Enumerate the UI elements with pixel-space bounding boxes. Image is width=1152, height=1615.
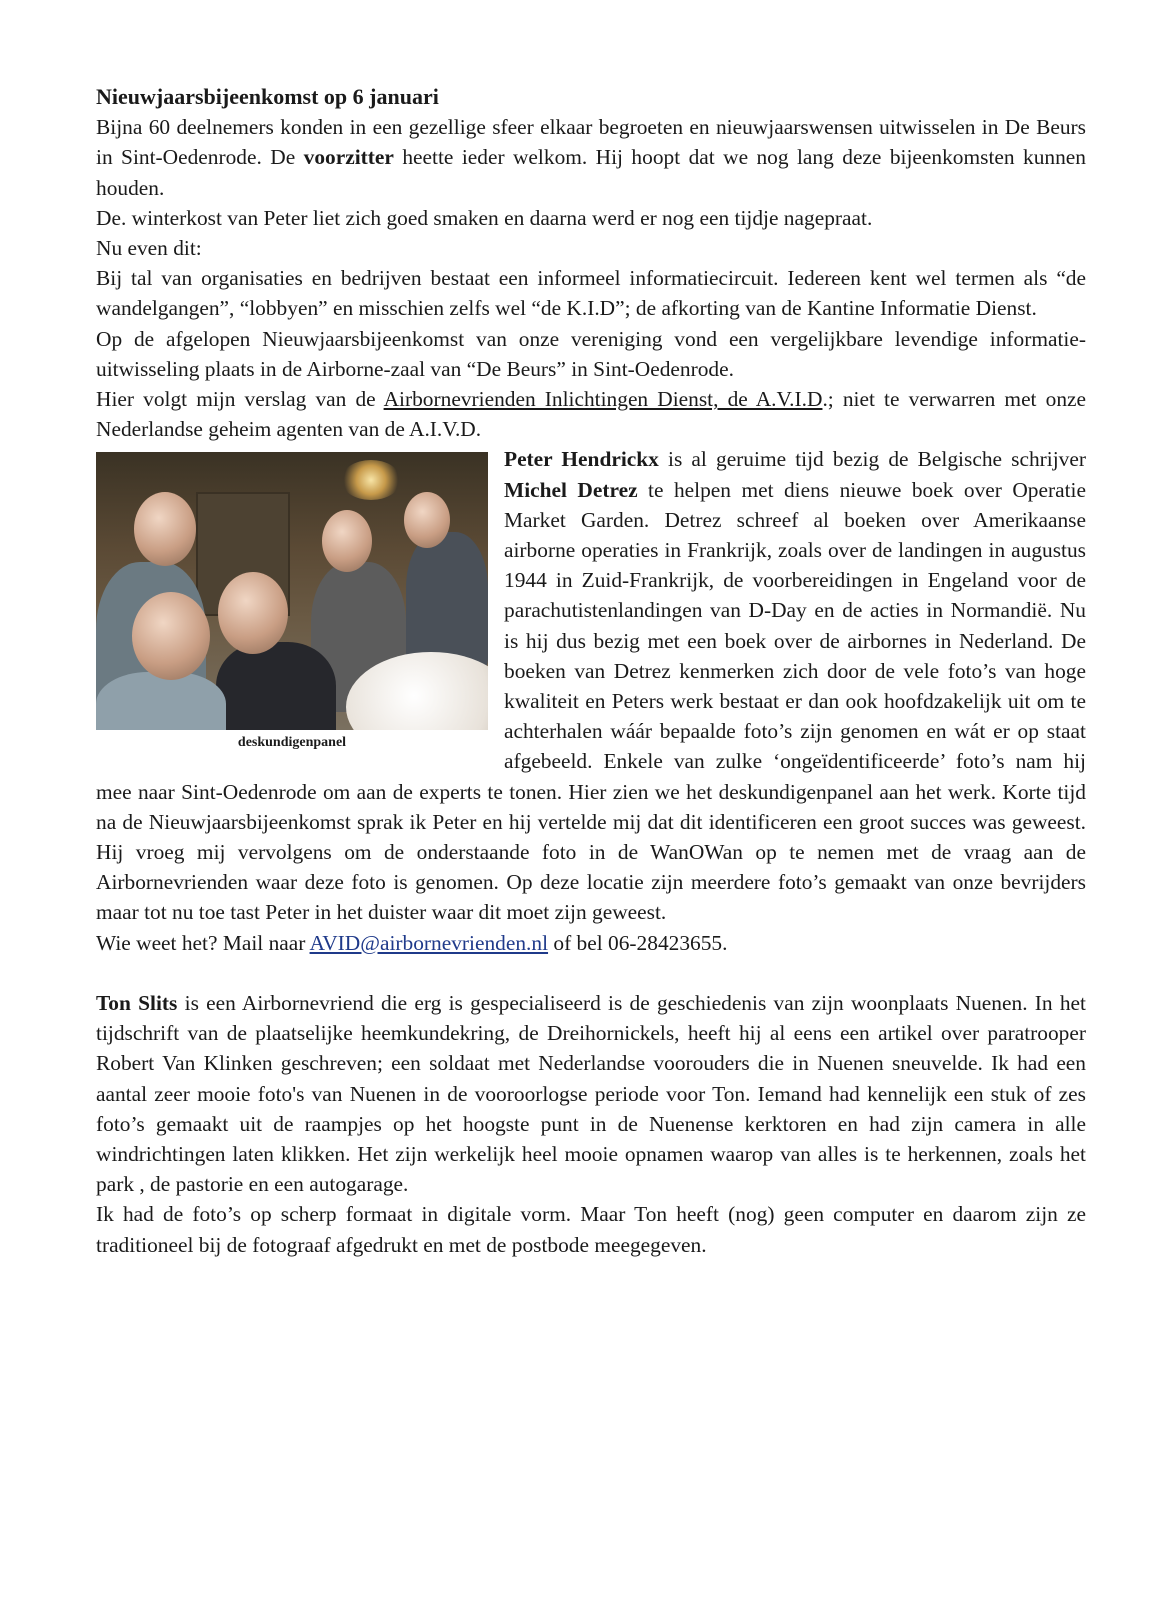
bold-michel-detrez: Michel Detrez — [504, 477, 638, 502]
paragraph-intro — [96, 112, 1086, 203]
photo-person — [218, 572, 288, 654]
text-span: Bijna 60 deelnemers konden in een gezellige sfeer elkaar begroeten en nieuwjaarswensen uitwisselen in De Beurs in Sint-Oedenrode. De — [96, 115, 1086, 170]
text-span: Hier volgt mijn verslag van de — [96, 387, 384, 412]
text-span: is al geruime tijd bezig de Belgische schrijver — [658, 447, 1086, 472]
photo-person — [132, 592, 210, 680]
paragraph-winterkost: De. winterkost van Peter liet zich goed smaken en daarna werd er nog een tijdje nagepraat. — [96, 205, 873, 230]
text-span: Wie weet het? Mail naar — [96, 930, 310, 955]
paragraph-contact — [96, 928, 1086, 958]
text-span: heette ieder welkom. Hij hoopt dat we nog lang deze bijeenkomsten kunnen houden. — [96, 145, 1086, 200]
bold-peter-hendrickx: Peter Hendrickx — [504, 447, 659, 472]
text-span: te helpen met diens nieuwe boek over Operatie Market Garden. Detrez schreef al boeken over Amerikaanse airborne operaties in Frankrijk, zoals over de landingen in augustus 1944 in Zuid-Frankrijk, de voorbereidingen in Engeland voor de parachutistenlandingen van D-Day en de acties in Normandië. Nu is hij dus bezig met een boek over de airbornes in Nederland. De boeken van Detrez kenmerken zich door de vele foto’s van hoge kwaliteit en Peters werk bestaat er dan ook hoofdzakelijk uit om te achterhalen wáár bepaalde foto’s zijn genomen en wát er op staat afgebeeld. Enkele van zulke ‘ongeïdentificeerde’ foto’s nam hij mee naar Sint-Oedenrode om aan de experts te tonen. Hier zien we het deskundigenpanel aan het werk. Korte tijd na de Nieuwjaarsbijeenkomst sprak ik Peter en hij vertelde mij dat dit identificeren een groot succes was geweest. Hij vroeg mij vervolgens om de onderstaande foto in de WanOWan op te nemen met de vraag aan de Airbornevrienden waar deze foto is genomen. Op deze locatie zijn meerdere foto’s gemaakt van onze bevrijders maar tot nu toe tast Peter in het duister waar dit moet zijn geweest. — [96, 477, 1086, 925]
photo-person — [134, 492, 196, 566]
paragraph-informatiecircuit: Bij tal van organisaties en bedrijven bestaat een informeel informatiecircuit. Iedereen kent wel termen als “de wandelgangen”, “lobbyen” en misschien zelfs wel “de K.I.D”; de afkorting van de Kantine Informatie Dienst. — [96, 266, 1086, 321]
paragraph-ton-slits — [96, 988, 1086, 1199]
bold-ton-slits: Ton Slits — [96, 990, 178, 1015]
avid-underlined: Airbornevrienden Inlichtingen Dienst, de A.V.I.D — [383, 387, 823, 412]
article-heading: Nieuwjaarsbijeenkomst op 6 januari — [96, 84, 439, 109]
photo-person — [96, 672, 226, 730]
expert-panel-photo — [96, 452, 488, 730]
paragraph-foto-formaat: Ik had de foto’s op scherp formaat in digitale vorm. Maar Ton heeft (nog) geen computer en daarom zijn ze traditioneel bij de fotograaf afgedrukt en met de postbode meegegeven. — [96, 1202, 1086, 1257]
photo-person — [216, 642, 336, 730]
photo-caption: deskundigenpanel — [237, 735, 347, 751]
photo-figure — [96, 452, 488, 752]
photo-person — [406, 532, 488, 672]
paragraph-verslag — [96, 384, 1086, 444]
paragraph-nu-even-dit: Nu even dit: — [96, 236, 202, 261]
text-span: of bel 06-28423655. — [548, 930, 728, 955]
paragraph-spacer — [96, 958, 1086, 988]
bold-voorzitter: voorzitter — [303, 145, 394, 170]
photo-person — [322, 510, 372, 572]
text-span: is een Airbornevriend die erg is gespecialiseerd is de geschiedenis van zijn woonplaats Nuenen. In het tijdschrift van de plaatselijke heemkundekring, de Dreihornickels, heeft hij al eens een artikel over paratrooper Robert Van Klinken geschreven; een soldaat met Nederlandse voorouders die in Nuenen sneuvelde. Ik had een aantal zeer mooie foto's van Nuenen in de vooroorlogse periode voor Ton. Iemand had kennelijk een stuk of zes foto’s gemaakt uit de raampjes op het hoogste punt in de Nuenense kerktoren en had zijn camera in alle windrichtingen laten klikken. Het zijn werkelijk heel mooie opnamen waarop van alles is te herkennen, zoals het park , de pastorie en een autogarage. — [96, 990, 1086, 1197]
photo-chandelier — [341, 460, 401, 500]
paragraph-afgelopen: Op de afgelopen Nieuwjaarsbijeenkomst van onze vereniging vond een vergelijkbare levendige informatie-uitwisseling plaats in de Airborne-zaal van “De Beurs” in Sint-Oedenrode. — [96, 326, 1086, 381]
text-span: .; niet te verwarren met onze Nederlandse geheim agenten van de A.I.V.D. — [96, 387, 1087, 442]
email-link[interactable]: AVID@airbornevrienden.nl — [309, 930, 549, 955]
